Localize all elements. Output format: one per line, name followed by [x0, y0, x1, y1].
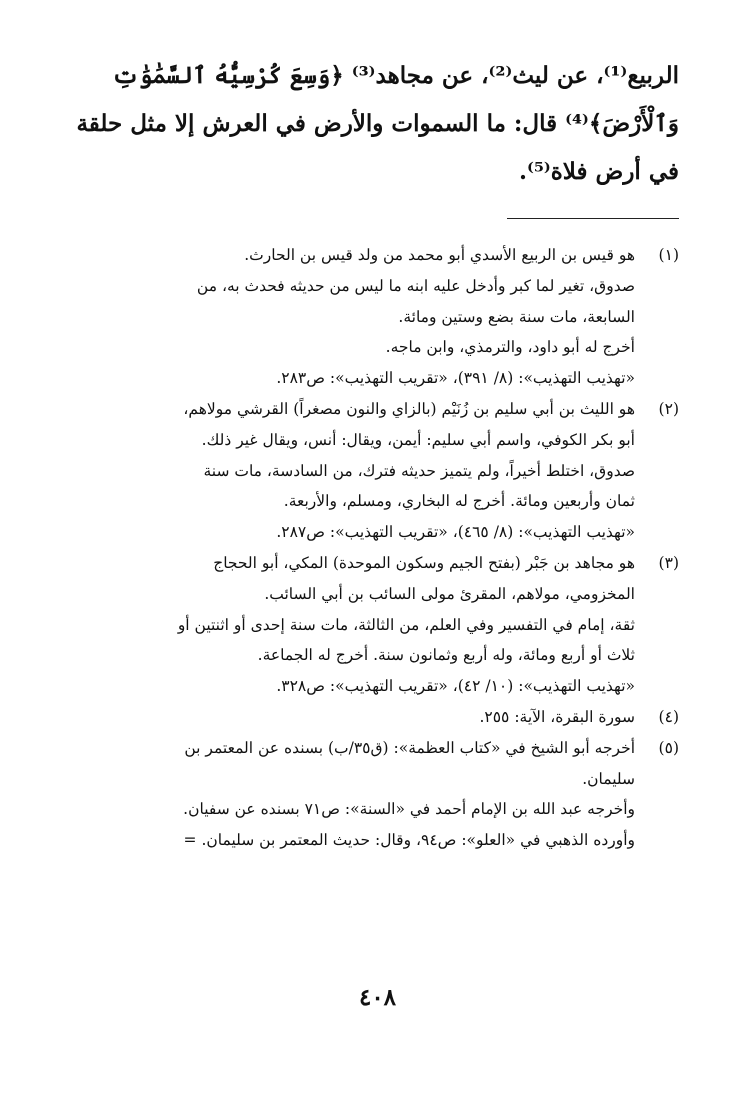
footnote-number: (٤)	[658, 707, 679, 726]
footnote-line: المخزومي، مولاهم، المقرئ مولى السائب بن أبي السائب.	[264, 584, 635, 603]
footnote-divider	[507, 218, 679, 219]
footnote-4	[88, 702, 679, 733]
main-text	[72, 52, 679, 196]
footnote-line: ثلاث أو أربع ومائة، وله أربع وثمانون سنة. أخرج له الجماعة.	[257, 646, 635, 665]
main-text-line: في أرض فلاة⁽⁵⁾.	[518, 158, 679, 185]
footnote-number: (٥)	[658, 738, 679, 757]
footnote-line: أبو بكر الكوفي، واسم أبي سليم: أيمن، ويقال: أنس، ويقال غير ذلك.	[201, 430, 635, 449]
footnote-line: أخرج له أبو داود، والترمذي، وابن ماجه.	[385, 338, 635, 357]
footnote-line: «تهذيب التهذيب»: (١٠/ ٤٢)، «تقريب التهذيب»: ص٣٢٨.	[276, 677, 635, 696]
footnote-line: ثمان وأربعين ومائة. أخرج له البخاري، ومسلم، والأربعة.	[283, 492, 635, 511]
footnote-line: أخرجه أبو الشيخ في «كتاب العظمة»: (ق٣٥/ب) بسنده عن المعتمر بن	[184, 738, 635, 757]
footnotes	[88, 240, 679, 856]
footnote-line: هو الليث بن أبي سليم بن زُنَيْم (بالزاي والنون مصغراً) القرشي مولاهم،	[183, 399, 635, 418]
main-text-line: الربيع⁽¹⁾، عن ليث⁽²⁾، عن مجاهد⁽³⁾ ﴿وَسِعَ كُرْسِيُّهُ ٱلسَّمَٰوَٰتِ	[112, 62, 679, 89]
footnote-line: «تهذيب التهذيب»: (٨/ ٤٦٥)، «تقريب التهذيب»: ص٢٨٧.	[276, 523, 635, 542]
footnote-number: (٣)	[658, 553, 679, 572]
footnote-line: السابعة، مات سنة بضع وستين ومائة.	[398, 307, 635, 326]
page-number: ٤٠٨	[358, 984, 397, 1011]
footnote-number: (١)	[658, 246, 679, 264]
footnote-line: صدوق، تغير لما كبر وأدخل عليه ابنه ما ليس من حديثه فحدث به، من	[196, 276, 635, 295]
footnote-5	[88, 733, 679, 856]
footnote-1	[88, 240, 679, 394]
footnote-line: هو قيس بن الربيع الأسدي أبو محمد من ولد قيس بن الحارث.	[244, 246, 635, 264]
footnote-line: سليمان.	[582, 769, 635, 788]
footnote-line: صدوق، اختلط أخيراً، ولم يتميز حديثه فترك، من السادسة، مات سنة	[203, 461, 635, 480]
footnote-line: سورة البقرة، الآية: ٢٥٥.	[479, 707, 635, 726]
footnote-line: هو مجاهد بن جَبْر (بفتح الجيم وسكون الموحدة) المكي، أبو الحجاج	[213, 553, 635, 572]
footnote-3	[88, 548, 679, 702]
main-text-line: وَٱلْأَرْضَ﴾⁽⁴⁾ قال: ما السموات والأرض في العرش إلا مثل حلقة	[76, 110, 679, 137]
footnote-line: ثقة، إمام في التفسير وفي العلم، من الثالثة، مات سنة إحدى أو اثنتين أو	[177, 615, 635, 634]
footnote-line: وأورده الذهبي في «العلو»: ص٩٤، وقال: حديث المعتمر بن سليمان. =	[183, 831, 635, 850]
footnote-line: وأخرجه عبد الله بن الإمام أحمد في «السنة»: ص٧١ بسنده عن سفيان.	[183, 800, 635, 819]
footnote-line: «تهذيب التهذيب»: (٨/ ٣٩١)، «تقريب التهذيب»: ص٢٨٣.	[276, 369, 635, 388]
footnote-number: (٢)	[658, 399, 679, 418]
footnote-2	[88, 394, 679, 548]
